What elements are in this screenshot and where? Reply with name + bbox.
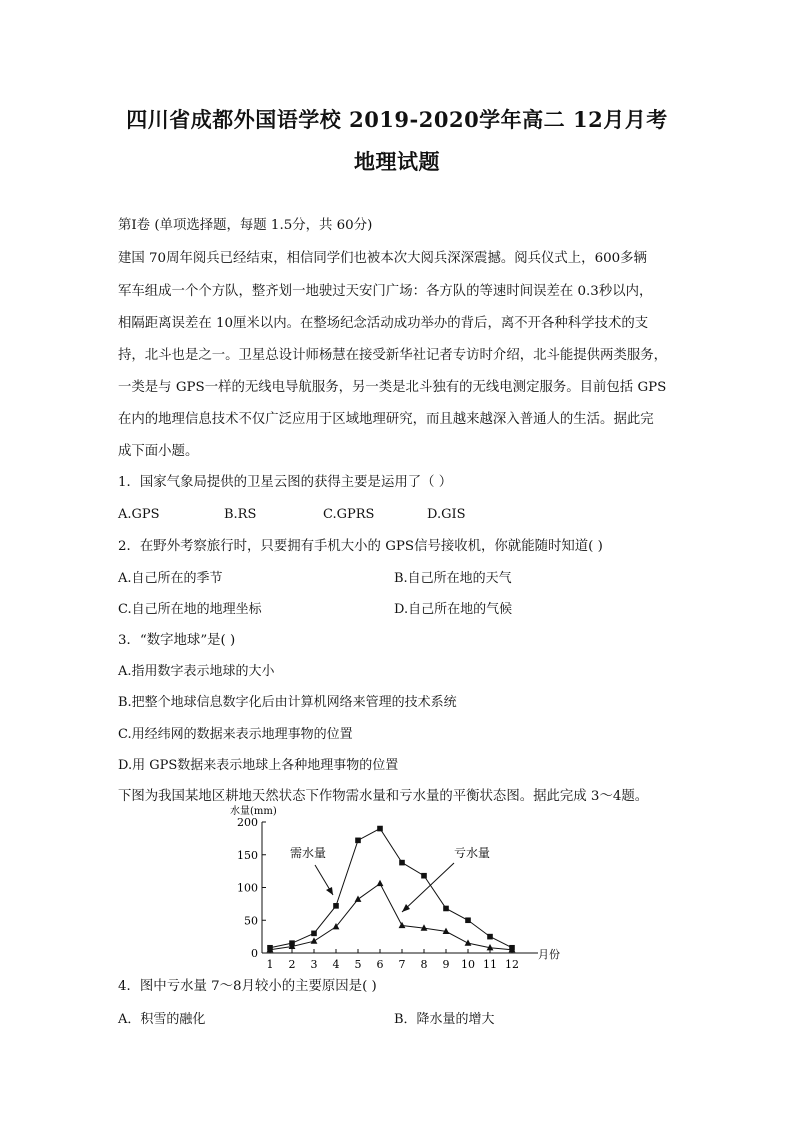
water-balance-chart [220, 800, 580, 975]
q2-option-a[interactable]: A.自己所在的季节 [118, 571, 223, 586]
y-tick-label: 50 [244, 914, 258, 928]
q1-option-b[interactable]: B.RS [224, 507, 257, 522]
q1-option-d[interactable]: D.GIS [427, 507, 466, 522]
x-tick-label: 8 [420, 958, 428, 971]
x-tick-label: 3 [310, 958, 318, 971]
legend-demand-label: 需水量 [290, 846, 327, 860]
q3-option-b[interactable]: B.把整个地球信息数字化后由计算机网络来管理的技术系统 [118, 695, 457, 710]
passage-line: 建国 70周年阅兵已经结束，相信同学们也被本次大阅兵深深震撼。阅兵仪式上，600多辆 [118, 251, 647, 266]
q1-option-a[interactable]: A.GPS [118, 507, 160, 522]
q3-option-c[interactable]: C.用经纬网的数据来表示地理事物的位置 [118, 727, 353, 742]
x-tick-label: 6 [376, 958, 384, 971]
demand-data-point [399, 860, 405, 866]
x-tick-label: 1 [266, 958, 274, 971]
x-tick-label: 4 [332, 958, 340, 971]
passage-line: 一类是与 GPS一样的无线电导航服务，另一类是北斗独有的无线电测定服务。目前包括 GPS [118, 380, 667, 395]
chart-intro: 下图为我国某地区耕地天然状态下作物需水量和亏水量的平衡状态图。据此完成 3～4题。 [118, 789, 649, 804]
deficit-data-point [311, 937, 318, 943]
q2-option-d[interactable]: D.自己所在地的气候 [394, 602, 513, 617]
passage-line: 成下面小题。 [118, 444, 199, 459]
legend-deficit-label: 亏水量 [454, 846, 491, 860]
demand-data-point [355, 838, 361, 844]
passage-line: 持，北斗也是之一。卫星总设计师杨慧在接受新华社记者专访时介绍，北斗能提供两类服务， [118, 348, 668, 363]
exam-subtitle: 地理试题 [354, 149, 440, 174]
deficit-data-point [355, 895, 362, 901]
q3-option-d[interactable]: D.用 GPS数据来表示地球上各种地理事物的位置 [118, 758, 399, 773]
q3-option-a[interactable]: A.指用数字表示地球的大小 [118, 664, 275, 679]
demand-data-point [311, 931, 317, 937]
y-tick-label: 150 [237, 848, 258, 862]
demand-data-point [487, 934, 493, 940]
deficit-data-point [399, 922, 406, 928]
x-tick-label: 7 [398, 958, 406, 971]
legend-deficit-arrow [402, 863, 454, 912]
y-tick-label: 200 [237, 816, 258, 829]
question-1-stem: 1．国家气象局提供的卫星云图的获得主要是运用了（ ） [118, 475, 453, 490]
deficit-data-point [465, 939, 472, 945]
demand-data-point [333, 903, 339, 909]
q2-option-c[interactable]: C.自己所在地的地理坐标 [118, 602, 262, 617]
y-axis-label: 水量(mm) [230, 806, 277, 817]
exam-title: 四川省成都外国语学校 2019-2020学年高二 12月月考 [126, 107, 668, 132]
x-tick-label: 12 [505, 958, 519, 971]
demand-data-point [377, 826, 383, 832]
passage-line: 军车组成一个个方队，整齐划一地驶过天安门广场：各方队的等速时间误差在 0.3秒以内， [118, 284, 653, 299]
demand-data-point [465, 917, 471, 923]
question-4-stem: 4．图中亏水量 7～8月较小的主要原因是( ) [118, 979, 377, 994]
q4-option-b[interactable]: B．降水量的增大 [394, 1012, 495, 1027]
question-2-stem: 2．在野外考察旅行时，只要拥有手机大小的 GPS信号接收机，你就能随时知道( ) [118, 539, 603, 554]
x-tick-label: 11 [483, 958, 497, 971]
q1-option-c[interactable]: C.GPRS [323, 507, 375, 522]
passage-line: 相隔距离误差在 10厘米以内。在整场纪念活动成功举办的背后，离不开各种科学技术的支 [118, 316, 649, 331]
x-tick-label: 2 [288, 958, 296, 971]
demand-data-point [443, 906, 449, 912]
x-axis-label: 月份 [538, 948, 560, 961]
demand-data-point [421, 873, 427, 879]
y-tick-label: 100 [237, 881, 258, 895]
question-3-stem: 3．“数字地球”是( ) [118, 633, 236, 648]
q2-option-b[interactable]: B.自己所在地的天气 [394, 571, 512, 586]
x-tick-label: 5 [354, 958, 362, 971]
section-header: 第Ⅰ卷 (单项选择题，每题 1.5分，共 60分) [118, 218, 373, 233]
q4-option-a[interactable]: A．积雪的融化 [118, 1012, 206, 1027]
x-tick-label: 10 [461, 958, 475, 971]
x-tick-label: 9 [442, 958, 450, 971]
deficit-data-point [377, 880, 384, 886]
y-tick-label: 0 [251, 947, 258, 960]
deficit-series-line [270, 884, 512, 950]
passage-line: 在内的地理信息技术不仅广泛应用于区域地理研究，而且越来越深入普通人的生活。据此完 [118, 412, 654, 427]
